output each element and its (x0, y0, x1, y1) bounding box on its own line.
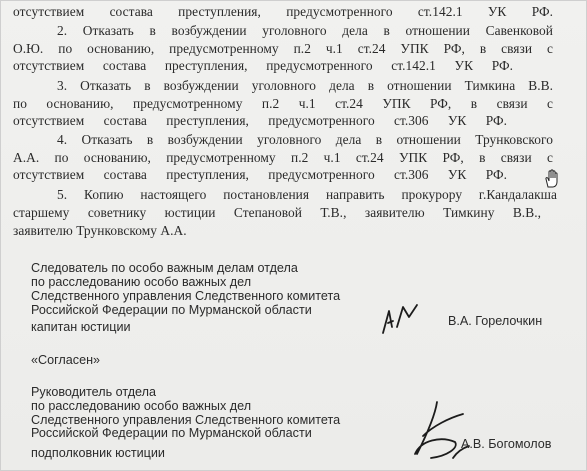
body-line: по основанию, предусмотренному п.2 ч.1 ст.24 УПК РФ, в связи с (13, 96, 553, 111)
signature-title-line: Следственного управления Следственного комитета (31, 289, 341, 303)
signature-title-line: по расследованию особо важных дел (31, 275, 252, 289)
signature-title-line: Руководитель отдела (31, 385, 156, 399)
body-line: 5. Копию настоящего постановления направить прокурору г.Кандалакша (57, 187, 557, 202)
body-line: 4. Отказать в возбуждении уголовного дела в отношении Трунковского (57, 132, 553, 147)
signature-rank-line: подполковник юстиции (31, 446, 165, 460)
signature-title-line: по расследованию особо важных дел (31, 399, 252, 413)
body-line: отсутствием состава преступления, предусмотренного ст.142.1 УК РФ. (13, 4, 553, 19)
signature-title-line: Следственного управления Следственного комитета (31, 413, 341, 427)
signature-title-line: Российской Федерации по Мурманской области (31, 426, 312, 440)
body-line: 3. Отказать в возбуждении уголовного дела в отношении Тимкина В.В. (57, 78, 553, 93)
handwritten-signature-icon (373, 297, 419, 339)
body-line: заявителю Трунковскому А.А. (13, 223, 187, 238)
body-line: 2. Отказать в возбуждении уголовного дела в отношении Савенковой (57, 23, 553, 38)
signature-title-line: Следователь по особо важным делам отдела (31, 261, 298, 275)
body-line: отсутствием состава преступления, предусмотренного ст.306 УК РФ. (13, 113, 507, 128)
body-line: отсутствием состава преступления, предусмотренного ст.306 УК РФ. (13, 167, 507, 182)
body-line: А.А. по основанию, предусмотренному п.2 ч.1 ст.24 УПК РФ, в связи с (13, 150, 553, 165)
body-line: старшему советнику юстиции Степановой Т.В., заявителю Тимкину В.В., (13, 205, 541, 220)
signature-title-line: Российской Федерации по Мурманской области (31, 303, 312, 317)
body-line: отсутствием состава преступления, предусмотренного ст.142.1 УК РФ. (13, 58, 513, 73)
handwritten-signature-icon (397, 396, 471, 466)
body-line: О.Ю. по основанию, предусмотренному п.2 ч.1 ст.24 УПК РФ, в связи с (13, 41, 553, 56)
approval-label: «Согласен» (31, 353, 101, 367)
signature-rank-line: капитан юстиции (31, 320, 131, 334)
hand-cursor-icon (541, 167, 563, 189)
signatory-name: В.А. Горелочкин (448, 314, 543, 328)
signatory-name: А.В. Богомолов (461, 437, 552, 451)
